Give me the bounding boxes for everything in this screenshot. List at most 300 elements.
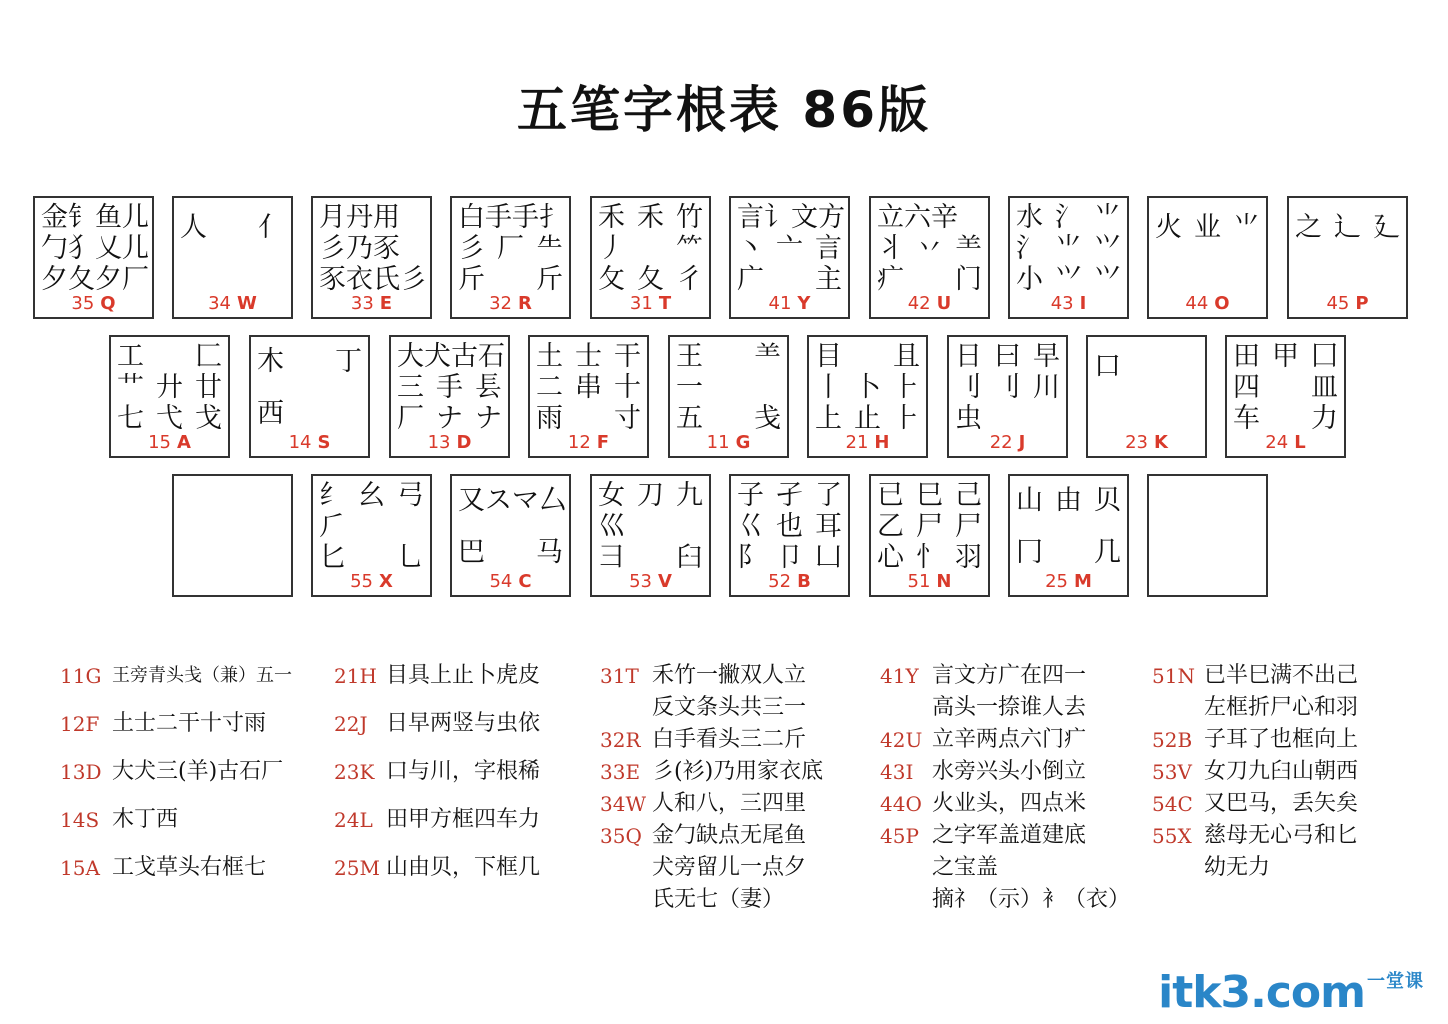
key-glyph-row [815, 404, 920, 434]
legend-code: 51N [1152, 664, 1195, 688]
key-glyph: 水 [1016, 201, 1043, 233]
legend-item-continued [600, 852, 823, 884]
key-glyphs [670, 338, 787, 438]
key-number: 13 [427, 432, 451, 453]
legend-indent [1152, 852, 1204, 884]
key-glyph-row [1016, 265, 1121, 295]
key-glyph: 丶 [737, 232, 764, 264]
key-number: 35 [71, 293, 95, 314]
key-glyph: 艹 [117, 371, 144, 403]
key-glyph: 夂 [637, 264, 664, 296]
key-glyph: 卜 [854, 371, 881, 403]
legend-text: 金勹缺点无尾鱼 [652, 823, 807, 848]
key-glyph: 彐 [598, 542, 625, 574]
legend-item [1152, 660, 1358, 692]
key-glyph-row [676, 342, 781, 372]
key-b [729, 474, 850, 597]
key-glyph: 力 [1311, 403, 1338, 435]
key-q [33, 196, 154, 319]
key-glyph-row: 巛 [598, 510, 625, 542]
key-letter: Q [100, 293, 116, 314]
legend-text: 口与川，字根稀 [386, 759, 541, 784]
legend-item [600, 788, 823, 820]
key-glyph: 幺 [358, 479, 385, 511]
key-glyph: 火 [1155, 211, 1182, 243]
key-glyph-row [737, 481, 842, 511]
legend-column [880, 660, 1130, 916]
key-glyph-row [877, 234, 982, 264]
legend-item-continued [1152, 692, 1358, 724]
key-glyph: 丷 [916, 232, 943, 264]
key-code [530, 432, 647, 453]
key-glyphs [1088, 338, 1205, 438]
legend-item [334, 708, 540, 740]
key-glyphs [391, 338, 508, 438]
key-glyph: ⺌ [1094, 201, 1121, 233]
key-number: 23 [1125, 432, 1148, 453]
legend-code: 55X [1152, 824, 1192, 848]
key-glyph: 戋 [754, 403, 781, 435]
watermark-com: .com [1250, 967, 1365, 1018]
key-glyph: 镸 [475, 371, 502, 403]
key-glyph-row [536, 373, 641, 403]
legend-code: 24L [334, 808, 373, 832]
key-glyph: 疒 [877, 264, 904, 296]
key-glyph: 四 [1233, 371, 1260, 403]
key-glyph: 廾 [156, 371, 183, 403]
key-glyph: 车 [1233, 403, 1260, 435]
key-w [172, 196, 293, 319]
key-glyph: 丨 [815, 371, 842, 403]
key-glyph: 廿 [195, 371, 222, 403]
legend-text: 日早两竖与虫依 [386, 711, 541, 736]
key-glyph-row [180, 213, 285, 243]
key-glyph-row [1295, 213, 1400, 243]
key-glyph-row [598, 543, 703, 573]
legend-column [334, 660, 540, 900]
key-code [1088, 432, 1205, 453]
key-letter: W [237, 293, 257, 314]
key-glyph: 三 [397, 371, 424, 403]
key-glyph-row [1155, 213, 1260, 243]
key-glyph: 彡 [458, 232, 485, 264]
key-glyph-row: 西 [257, 398, 284, 430]
key-glyphs [1227, 338, 1344, 438]
key-l [1225, 335, 1346, 458]
key-letter: T [658, 293, 672, 314]
key-glyph: 甲 [1272, 340, 1299, 372]
key-glyph-row [257, 347, 362, 377]
legend-item [600, 724, 823, 756]
legend-text: 彡(衫)乃用家衣底 [652, 759, 824, 784]
key-glyph: 卩 [776, 542, 803, 574]
watermark-cn: 一堂课 [1367, 971, 1424, 992]
legend-item [1152, 756, 1358, 788]
key-glyph-row [815, 373, 920, 403]
legend-code: 31T [600, 664, 639, 688]
key-k [1086, 335, 1207, 458]
key-letter: B [797, 571, 811, 592]
key-glyph-row: 言讠文方 [737, 201, 845, 233]
legend-indent [880, 692, 932, 724]
key-glyphs [35, 199, 152, 299]
key-glyph-row: ⺁ [319, 510, 346, 542]
key-glyph: ⺍ [1094, 232, 1121, 264]
key-glyph-row [955, 373, 1060, 403]
key-code [313, 293, 430, 314]
key-letter: V [657, 571, 672, 592]
key-glyph: 竹 [676, 201, 703, 233]
legend-text: 工戈草头右框七 [112, 855, 267, 880]
key-glyph-row [1016, 203, 1121, 233]
key-glyph: 禾 [637, 201, 664, 233]
key-glyph-row [1233, 404, 1338, 434]
watermark [1158, 967, 1424, 1018]
key-glyph: ⺌ [1055, 232, 1082, 264]
key-u [869, 196, 990, 319]
key-code [1010, 293, 1127, 314]
key-letter: R [518, 293, 532, 314]
key-code [670, 432, 787, 453]
key-number: 53 [629, 571, 652, 592]
key-glyph-row [1233, 373, 1338, 403]
key-glyphs [1010, 477, 1127, 577]
key-glyph: 亠 [776, 232, 803, 264]
key-glyphs [592, 477, 709, 577]
key-glyph-row [397, 373, 502, 403]
key-letter: K [1153, 432, 1168, 453]
key-glyph: 斤 [536, 264, 563, 296]
legend-item [60, 660, 292, 692]
key-number: 31 [629, 293, 653, 314]
legend-indent [880, 884, 932, 916]
key-glyph: 巳 [916, 479, 943, 511]
key-glyph-row: 彡乃豕 [319, 232, 400, 264]
key-glyph-row [458, 265, 563, 295]
legend-item [880, 788, 1130, 820]
key-glyph: 孑 [776, 479, 803, 511]
legend-code: 11G [60, 664, 102, 688]
key-glyph-row [117, 373, 222, 403]
key-p [1287, 196, 1408, 319]
key-glyph: 臼 [676, 542, 703, 574]
key-glyphs [949, 338, 1066, 438]
key-glyph-row [536, 342, 641, 372]
key-glyph: 尸 [916, 510, 943, 542]
key-v [590, 474, 711, 597]
key-number: 24 [1265, 432, 1289, 453]
key-glyph: 雨 [536, 403, 563, 435]
key-glyph-row [815, 342, 920, 372]
key-f [528, 335, 649, 458]
legend-text: 氏无七（妻） [652, 887, 785, 912]
key-glyph: 攵 [598, 264, 625, 296]
key-glyph-row [117, 404, 222, 434]
key-glyph-row [676, 404, 781, 434]
key-number: 22 [989, 432, 1013, 453]
key-number: 34 [208, 293, 232, 314]
legend-text: 幼无力 [1204, 855, 1271, 880]
key-glyph: 廴 [1373, 211, 1400, 243]
legend-text: 目具上止卜虎皮 [386, 663, 541, 688]
key-glyph-row: 大犬古石 [397, 340, 505, 372]
key-glyph-row: 立六辛 [877, 201, 958, 233]
key-glyph: ⺍ [1094, 264, 1121, 296]
key-glyph-row [458, 484, 566, 516]
key-number: 55 [350, 571, 373, 592]
key-glyph-row [397, 404, 502, 434]
key-glyph: 厶 [539, 484, 566, 516]
key-glyph: 囗 [1311, 340, 1338, 372]
key-glyph: ⺮ [676, 232, 703, 264]
legend-text: 女刀九臼山朝西 [1204, 759, 1359, 784]
key-glyph: 己 [955, 479, 982, 511]
legend-item-continued [880, 884, 1130, 916]
key-glyph: 止 [854, 403, 881, 435]
key-glyph-row [458, 234, 563, 264]
key-glyph: 丿 [598, 232, 625, 264]
key-glyph: 亻 [258, 211, 285, 243]
legend-text: 高头一捺谁人去 [932, 695, 1087, 720]
key-glyph: 曰 [994, 340, 1021, 372]
legend-column [1152, 660, 1358, 884]
key-glyph: ⺌ [1233, 211, 1260, 243]
legend-code: 44O [880, 792, 922, 816]
key-m [1008, 474, 1129, 597]
key-glyph: 皿 [1311, 371, 1338, 403]
key-glyph-row: 豕衣氏彡 [319, 264, 427, 296]
legend-code: 33E [600, 760, 641, 784]
key-glyphs [731, 199, 848, 299]
key-j [947, 335, 1068, 458]
key-letter: S [317, 432, 331, 453]
legend-text: 土士二干十寸雨 [112, 711, 267, 736]
key-glyph: 厂 [497, 232, 524, 264]
key-i [1008, 196, 1129, 319]
legend-text: 山由贝，下框几 [386, 855, 541, 880]
legend-text: 火业头，四点米 [932, 791, 1087, 816]
key-glyph: 丁 [335, 345, 362, 377]
key-code [174, 293, 291, 314]
key-letter: X [379, 571, 393, 592]
key-glyphs [1289, 199, 1406, 299]
key-glyph-row [955, 342, 1060, 372]
key-glyph: 串 [575, 371, 602, 403]
key-g [668, 335, 789, 458]
key-code [35, 293, 152, 314]
legend-code: 35Q [600, 824, 642, 848]
key-number: 33 [350, 293, 374, 314]
legend-code: 53V [1152, 760, 1192, 784]
key-letter: L [1294, 432, 1306, 453]
legend-code: 52B [1152, 728, 1193, 752]
key-o [1147, 196, 1268, 319]
key-letter: M [1073, 571, 1092, 592]
legend-item [334, 852, 540, 884]
legend-item [60, 756, 292, 788]
key-glyph: 田 [1233, 340, 1260, 372]
key-number: 11 [706, 432, 730, 453]
key-glyph-row [1016, 234, 1121, 264]
legend-code: 43I [880, 760, 914, 784]
key-glyphs [452, 199, 569, 299]
legend-item [880, 660, 1130, 692]
legend-text: 又巴马，丢矢矣 [1204, 791, 1359, 816]
key-t [590, 196, 711, 319]
legend-item [600, 660, 823, 692]
legend-indent [600, 852, 652, 884]
legend-text: 左框折尸心和羽 [1204, 695, 1359, 720]
key-glyph-row [737, 265, 842, 295]
key-a [109, 335, 230, 458]
key-glyph: 川 [1033, 371, 1060, 403]
key-glyph-row: 月丹用 [319, 201, 400, 233]
key-glyph: 也 [776, 510, 803, 542]
key-d [389, 335, 510, 458]
legend-item [1152, 724, 1358, 756]
key-code [391, 432, 508, 453]
legend-item [60, 804, 292, 836]
legend-text: 慈母无心弓和匕 [1204, 823, 1359, 848]
legend-text: 人和八，三四里 [652, 791, 807, 816]
key-glyph: 小 [1016, 264, 1043, 296]
key-glyph: 二 [536, 371, 563, 403]
key-glyph: 人 [180, 211, 207, 243]
legend-item-continued [880, 852, 1130, 884]
key-glyphs [871, 199, 988, 299]
key-glyph: 禾 [598, 201, 625, 233]
key-glyphs [251, 338, 368, 438]
key-letter: I [1079, 293, 1087, 314]
legend-indent [600, 692, 652, 724]
key-glyph-row: 虫 [955, 403, 982, 435]
key-code [1227, 432, 1344, 453]
key-glyph: 心 [877, 542, 904, 574]
key-code [871, 293, 988, 314]
key-glyphs [1010, 199, 1127, 299]
legend-text: 木丁西 [112, 807, 179, 832]
legend-item [1152, 820, 1358, 852]
key-glyph: 主 [815, 264, 842, 296]
key-code [1010, 571, 1127, 592]
key-e [311, 196, 432, 319]
key-letter: J [1018, 432, 1026, 453]
key-glyph: 马 [536, 537, 563, 569]
key-glyphs [313, 199, 430, 299]
legend-text: 之字军盖道建底 [932, 823, 1087, 848]
blank-key [1147, 474, 1268, 597]
key-glyph: 手 [436, 371, 463, 403]
key-c [450, 474, 571, 597]
legend-item [880, 756, 1130, 788]
key-glyph: 凵 [815, 542, 842, 574]
key-letter: Y [797, 293, 811, 314]
legend-indent [1152, 692, 1204, 724]
key-glyph: 辶 [1334, 211, 1361, 243]
legend-item-continued [1152, 852, 1358, 884]
key-glyph: 乙 [877, 510, 904, 542]
key-glyph: 目 [815, 340, 842, 372]
key-code [949, 432, 1066, 453]
key-letter: H [874, 432, 890, 453]
key-glyph: 上 [815, 403, 842, 435]
page-title: 五笔字根表 86版 [517, 81, 931, 139]
key-glyphs [871, 477, 988, 577]
key-glyph-row [737, 234, 842, 264]
key-number: 43 [1050, 293, 1074, 314]
key-number: 45 [1326, 293, 1350, 314]
key-glyph-row: 口 [1094, 350, 1121, 382]
key-glyph: マ [512, 484, 539, 516]
key-glyph: ⺍ [1055, 264, 1082, 296]
key-code [251, 432, 368, 453]
watermark-main: itk3 [1158, 967, 1251, 1018]
key-number: 21 [845, 432, 869, 453]
key-glyph: ナ [436, 403, 463, 435]
key-glyph-row [737, 512, 842, 542]
key-glyph-row [877, 512, 982, 542]
key-h [807, 335, 928, 458]
key-code [871, 571, 988, 592]
key-code [452, 571, 569, 592]
key-glyph: 了 [815, 479, 842, 511]
key-glyph: 冂 [1016, 537, 1043, 569]
key-glyph-row [598, 265, 703, 295]
legend-code: 45P [880, 824, 919, 848]
key-glyph: ナ [475, 403, 502, 435]
legend-text: 王旁青头戋（兼）五一 [112, 665, 292, 686]
legend-code: 22J [334, 712, 368, 736]
key-glyph: 匕 [319, 542, 346, 574]
key-glyph: 氵 [1055, 201, 1082, 233]
key-letter: N [936, 571, 952, 592]
key-glyph: 广 [737, 264, 764, 296]
key-number: 42 [907, 293, 931, 314]
key-glyph: ⺧ [536, 232, 563, 264]
legend-item [600, 756, 823, 788]
key-glyph-row [877, 543, 982, 573]
key-glyph: 已 [877, 479, 904, 511]
key-number: 51 [907, 571, 931, 592]
legend-code: 25M [334, 856, 380, 880]
key-glyph: 女 [598, 479, 625, 511]
key-r [450, 196, 571, 319]
key-glyph-row: 勹犭乂儿 [41, 232, 149, 264]
legend-code: 13D [60, 760, 102, 784]
key-number: 41 [768, 293, 792, 314]
key-glyph: 弓 [397, 479, 424, 511]
key-number: 15 [148, 432, 171, 453]
legend-text: 立辛两点六门疒 [932, 727, 1087, 752]
legend-code: 23K [334, 760, 375, 784]
legend-text: 之宝盖 [932, 855, 999, 880]
key-glyph: 几 [1094, 537, 1121, 569]
legend-item [334, 660, 540, 692]
key-letter: P [1355, 293, 1369, 314]
key-glyph: 尸 [955, 510, 982, 542]
key-glyph: ⺷ [754, 340, 781, 372]
legend-item [60, 852, 292, 884]
legend-text: 反文条头共三一 [652, 695, 807, 720]
key-glyph: 士 [575, 340, 602, 372]
key-letter: C [518, 571, 532, 592]
legend-text: 言文方广在四一 [932, 663, 1087, 688]
key-glyph: 羽 [955, 542, 982, 574]
legend-text: 水旁兴头小倒立 [932, 759, 1087, 784]
key-glyph: 巴 [458, 537, 485, 569]
key-code [1149, 293, 1266, 314]
key-glyph: 耳 [815, 510, 842, 542]
